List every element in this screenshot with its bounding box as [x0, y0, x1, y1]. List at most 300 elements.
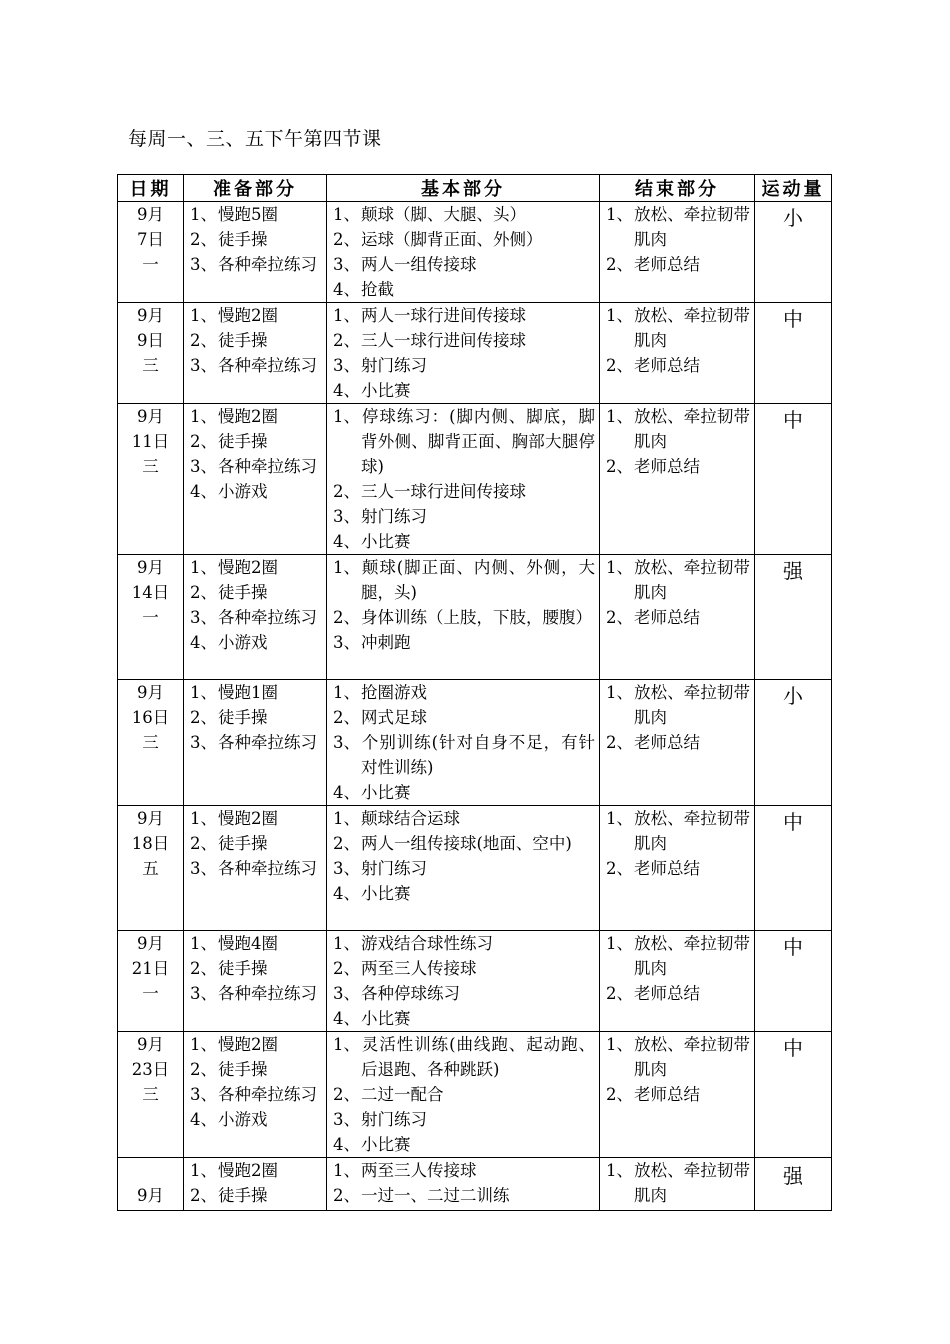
list-item [190, 303, 322, 328]
exercise-load-cell: 小 [755, 202, 832, 303]
item-number: 3、 [190, 608, 217, 627]
list-item [190, 605, 322, 630]
basic-cell [327, 680, 600, 806]
item-number: 3、 [190, 1085, 217, 1104]
item-text: 徒手操 [218, 230, 268, 249]
date-line: 9月 [137, 809, 164, 828]
table-row [118, 303, 832, 404]
item-text: 放松、牵拉韧带肌肉 [634, 683, 750, 727]
item-number: 2、 [606, 457, 633, 476]
item-number: 3、 [333, 507, 360, 526]
basic-cell [327, 931, 600, 1032]
item-number: 2、 [190, 1060, 217, 1079]
list-item [333, 555, 595, 605]
basic-cell [327, 202, 600, 303]
item-list [184, 806, 326, 881]
item-number: 4、 [333, 381, 360, 400]
list-item [606, 605, 750, 630]
item-number: 4、 [333, 1009, 360, 1028]
date-line: 18日 [131, 834, 170, 853]
item-text: 老师总结 [634, 255, 700, 274]
ending-cell [600, 404, 755, 555]
item-number: 3、 [190, 859, 217, 878]
item-text: 慢跑2圈 [218, 407, 278, 426]
date-line: 11日 [131, 432, 170, 451]
table-row [118, 1032, 832, 1158]
item-number: 2、 [190, 708, 217, 727]
item-number: 2、 [606, 984, 633, 1003]
exercise-load-cell: 强 [755, 555, 832, 680]
list-item [333, 605, 595, 630]
item-text: 徒手操 [218, 834, 268, 853]
header-date: 日期 [118, 175, 184, 202]
item-number: 2、 [333, 230, 360, 249]
exercise-load-cell: 小 [755, 680, 832, 806]
item-number: 1、 [333, 205, 360, 224]
list-item [190, 630, 322, 655]
date-line: 9月 [137, 558, 164, 577]
item-number: 1、 [190, 809, 217, 828]
item-text: 各种牵拉练习 [218, 733, 317, 752]
item-list [184, 680, 326, 755]
item-text: 小比赛 [361, 783, 411, 802]
list-item [606, 730, 750, 755]
item-number: 3、 [190, 984, 217, 1003]
date-line: 9日 [137, 331, 164, 350]
item-text: 二过一配合 [361, 1085, 444, 1104]
item-text: 慢跑2圈 [218, 1161, 278, 1180]
item-number: 1、 [190, 306, 217, 325]
date-cell [118, 931, 184, 1032]
item-number: 2、 [190, 834, 217, 853]
header-preparation: 准备部分 [184, 175, 327, 202]
item-number: 3、 [333, 633, 360, 652]
list-item [190, 353, 322, 378]
item-list [600, 1158, 754, 1208]
item-number: 1、 [606, 1035, 633, 1054]
list-item [606, 680, 750, 730]
date-line: 一 [142, 255, 159, 274]
list-item [190, 1057, 322, 1082]
item-text: 射门练习 [361, 1110, 427, 1129]
list-item [333, 404, 595, 479]
item-text: 三人一球行进间传接球 [361, 482, 526, 501]
item-number: 1、 [606, 306, 633, 325]
list-item [190, 555, 322, 580]
list-item [190, 227, 322, 252]
date-line: 21日 [131, 959, 170, 978]
item-number: 1、 [333, 407, 360, 426]
item-text: 各种牵拉练习 [218, 255, 317, 274]
table-header-row [118, 175, 832, 202]
item-text: 各种牵拉练习 [218, 356, 317, 375]
list-item [606, 1032, 750, 1082]
table-row [118, 806, 832, 931]
preparation-cell [184, 202, 327, 303]
item-text: 个别训练(针对自身不足，有针对性训练) [361, 733, 595, 777]
item-text: 小比赛 [361, 532, 411, 551]
date-line: 9月 [137, 306, 164, 325]
date-cell [118, 555, 184, 680]
training-plan-table [117, 174, 832, 1211]
list-item [190, 956, 322, 981]
date-line: 16日 [131, 708, 170, 727]
date-cell [118, 806, 184, 931]
item-text: 各种牵拉练习 [218, 859, 317, 878]
item-list [184, 1158, 326, 1208]
basic-cell [327, 555, 600, 680]
item-number: 4、 [333, 783, 360, 802]
item-text: 老师总结 [634, 608, 700, 627]
item-text: 停球练习：(脚内侧、脚底，脚背外侧、脚背正面、胸部大腿停球) [361, 407, 595, 476]
ending-cell [600, 1158, 755, 1211]
item-list [327, 806, 599, 906]
item-text: 徒手操 [218, 1186, 268, 1205]
item-number: 2、 [333, 1186, 360, 1205]
item-list [600, 202, 754, 277]
list-item [190, 1082, 322, 1107]
item-text: 各种牵拉练习 [218, 984, 317, 1003]
date-cell [118, 680, 184, 806]
list-item [190, 328, 322, 353]
item-list [327, 202, 599, 302]
item-text: 各种牵拉练习 [218, 457, 317, 476]
list-item [606, 856, 750, 881]
list-item [333, 504, 595, 529]
list-item [333, 1132, 595, 1157]
item-list [184, 1032, 326, 1132]
list-item [333, 378, 595, 403]
exercise-load-cell: 中 [755, 806, 832, 931]
item-text: 各种停球练习 [361, 984, 460, 1003]
list-item [190, 580, 322, 605]
basic-cell [327, 303, 600, 404]
item-text: 放松、牵拉韧带肌肉 [634, 558, 750, 602]
list-item [190, 1183, 322, 1208]
item-number: 3、 [333, 356, 360, 375]
list-item [190, 202, 322, 227]
basic-cell [327, 404, 600, 555]
item-text: 两人一组传接球 [361, 255, 477, 274]
date-line: 9月 [137, 1186, 164, 1205]
list-item [333, 479, 595, 504]
table-row [118, 680, 832, 806]
list-item [606, 252, 750, 277]
date-cell [118, 1032, 184, 1158]
item-text: 一过一、二过二训练 [361, 1186, 510, 1205]
date-line: 9月 [137, 934, 164, 953]
item-number: 1、 [606, 809, 633, 828]
table-row [118, 202, 832, 303]
item-number: 1、 [606, 407, 633, 426]
item-text: 射门练习 [361, 859, 427, 878]
list-item [333, 931, 595, 956]
preparation-cell [184, 555, 327, 680]
table-row [118, 931, 832, 1032]
item-number: 2、 [190, 583, 217, 602]
item-text: 游戏结合球性练习 [361, 934, 493, 953]
item-text: 徒手操 [218, 583, 268, 602]
item-number: 1、 [333, 1035, 360, 1054]
list-item [333, 529, 595, 554]
item-number: 3、 [333, 255, 360, 274]
list-item [333, 227, 595, 252]
item-list [184, 404, 326, 504]
item-number: 4、 [333, 1135, 360, 1154]
item-number: 2、 [190, 230, 217, 249]
table-row [118, 404, 832, 555]
date-line: 7日 [137, 230, 164, 249]
preparation-cell [184, 806, 327, 931]
item-text: 抢截 [361, 280, 394, 299]
item-number: 3、 [333, 1110, 360, 1129]
item-text: 小比赛 [361, 1009, 411, 1028]
list-item [606, 931, 750, 981]
item-number: 3、 [333, 859, 360, 878]
list-item [333, 1183, 595, 1208]
exercise-load-cell: 中 [755, 1032, 832, 1158]
list-item [333, 806, 595, 831]
item-number: 3、 [190, 255, 217, 274]
item-text: 两至三人传接球 [361, 959, 477, 978]
item-text: 慢跑2圈 [218, 809, 278, 828]
item-text: 放松、牵拉韧带肌肉 [634, 306, 750, 350]
list-item [333, 981, 595, 1006]
item-list [327, 680, 599, 805]
item-number: 1、 [190, 205, 217, 224]
list-item [190, 730, 322, 755]
item-text: 徒手操 [218, 1060, 268, 1079]
item-number: 1、 [190, 558, 217, 577]
item-text: 徒手操 [218, 959, 268, 978]
item-list [600, 680, 754, 755]
item-text: 慢跑2圈 [218, 558, 278, 577]
date-line: 23日 [131, 1060, 170, 1079]
item-number: 4、 [190, 1110, 217, 1129]
list-item [606, 1158, 750, 1208]
item-number: 2、 [190, 1186, 217, 1205]
list-item [333, 1107, 595, 1132]
item-number: 2、 [333, 959, 360, 978]
list-item [190, 479, 322, 504]
list-item [333, 1082, 595, 1107]
item-number: 2、 [333, 608, 360, 627]
item-text: 小比赛 [361, 1135, 411, 1154]
date-line: 9月 [137, 205, 164, 224]
list-item [333, 705, 595, 730]
date-line: 三 [142, 457, 159, 476]
list-item [606, 981, 750, 1006]
item-number: 1、 [190, 934, 217, 953]
list-item [606, 404, 750, 454]
basic-cell [327, 806, 600, 931]
list-item [333, 1006, 595, 1031]
item-text: 冲刺跑 [361, 633, 411, 652]
list-item [190, 856, 322, 881]
list-item [333, 328, 595, 353]
item-text: 颠球结合运球 [361, 809, 460, 828]
item-list [600, 555, 754, 630]
list-item [606, 806, 750, 856]
item-number: 2、 [606, 255, 633, 274]
item-list [600, 806, 754, 881]
item-text: 抢圈游戏 [361, 683, 427, 702]
item-number: 4、 [190, 482, 217, 501]
list-item [190, 252, 322, 277]
list-item [333, 252, 595, 277]
item-number: 2、 [333, 331, 360, 350]
item-text: 射门练习 [361, 356, 427, 375]
ending-cell [600, 806, 755, 931]
item-text: 射门练习 [361, 507, 427, 526]
list-item [333, 680, 595, 705]
item-number: 1、 [190, 1161, 217, 1180]
item-number: 3、 [190, 733, 217, 752]
item-number: 1、 [190, 683, 217, 702]
item-text: 小游戏 [218, 482, 268, 501]
list-item [333, 780, 595, 805]
item-text: 灵活性训练(曲线跑、起动跑、后退跑、各种跳跃) [361, 1035, 595, 1079]
date-line: 三 [142, 356, 159, 375]
item-list [600, 404, 754, 479]
item-text: 颠球（脚、大腿、头） [361, 205, 526, 224]
item-number: 1、 [333, 934, 360, 953]
list-item [333, 881, 595, 906]
date-line: 五 [142, 859, 159, 878]
item-number: 3、 [190, 356, 217, 375]
item-number: 2、 [333, 482, 360, 501]
date-line: 9月 [137, 683, 164, 702]
list-item [606, 303, 750, 353]
item-number: 1、 [333, 558, 360, 577]
preparation-cell [184, 680, 327, 806]
list-item [190, 429, 322, 454]
item-number: 4、 [333, 884, 360, 903]
item-text: 放松、牵拉韧带肌肉 [634, 407, 750, 451]
date-cell [118, 202, 184, 303]
item-number: 1、 [333, 809, 360, 828]
item-text: 慢跑1圈 [218, 683, 278, 702]
item-list [600, 931, 754, 1006]
header-exercise-load: 运动量 [755, 175, 832, 202]
date-line: 9月 [137, 407, 164, 426]
ending-cell [600, 680, 755, 806]
date-cell [118, 303, 184, 404]
item-text: 放松、牵拉韧带肌肉 [634, 809, 750, 853]
table-row [118, 1158, 832, 1211]
item-text: 身体训练（上肢，下肢，腰腹） [361, 608, 592, 627]
item-number: 3、 [333, 733, 360, 752]
item-list [327, 404, 599, 554]
item-list [600, 303, 754, 378]
item-number: 1、 [333, 683, 360, 702]
item-text: 颠球(脚正面、内侧、外侧，大腿，头) [361, 558, 595, 602]
list-item [606, 1082, 750, 1107]
preparation-cell [184, 1032, 327, 1158]
date-line: 三 [142, 1085, 159, 1104]
item-text: 运球（脚背正面、外侧） [361, 230, 543, 249]
date-line: 一 [142, 608, 159, 627]
list-item [333, 1032, 595, 1082]
item-list [600, 1032, 754, 1107]
list-item [190, 1107, 322, 1132]
item-text: 小比赛 [361, 381, 411, 400]
item-text: 慢跑2圈 [218, 1035, 278, 1054]
item-number: 1、 [333, 1161, 360, 1180]
item-number: 1、 [333, 306, 360, 325]
date-cell [118, 404, 184, 555]
exercise-load-cell: 强 [755, 1158, 832, 1211]
exercise-load-cell: 中 [755, 404, 832, 555]
item-number: 2、 [190, 331, 217, 350]
ending-cell [600, 555, 755, 680]
item-list [327, 931, 599, 1031]
item-list [327, 303, 599, 403]
item-number: 1、 [606, 934, 633, 953]
item-text: 两人一组传接球(地面、空中) [361, 834, 572, 853]
item-text: 老师总结 [634, 457, 700, 476]
item-text: 老师总结 [634, 984, 700, 1003]
item-list [327, 1032, 599, 1157]
item-text: 老师总结 [634, 1085, 700, 1104]
item-text: 三人一球行进间传接球 [361, 331, 526, 350]
preparation-cell [184, 1158, 327, 1211]
preparation-cell [184, 303, 327, 404]
item-text: 徒手操 [218, 331, 268, 350]
item-list [184, 303, 326, 378]
item-text: 小比赛 [361, 884, 411, 903]
item-text: 两人一球行进间传接球 [361, 306, 526, 325]
item-text: 放松、牵拉韧带肌肉 [634, 205, 750, 249]
page-title: 每周一、三、五下午第四节课 [128, 128, 382, 150]
item-number: 4、 [333, 280, 360, 299]
item-number: 1、 [190, 1035, 217, 1054]
item-text: 慢跑4圈 [218, 934, 278, 953]
item-number: 1、 [606, 205, 633, 224]
item-number: 2、 [333, 834, 360, 853]
date-line: 9月 [137, 1035, 164, 1054]
date-line: 一 [142, 984, 159, 1003]
basic-cell [327, 1032, 600, 1158]
item-text: 各种牵拉练习 [218, 1085, 317, 1104]
list-item [190, 705, 322, 730]
preparation-cell [184, 931, 327, 1032]
item-list [184, 202, 326, 277]
preparation-cell [184, 404, 327, 555]
item-number: 3、 [190, 457, 217, 476]
item-text: 慢跑5圈 [218, 205, 278, 224]
list-item [190, 1158, 322, 1183]
item-number: 2、 [606, 1085, 633, 1104]
list-item [333, 303, 595, 328]
header-ending: 结束部分 [600, 175, 755, 202]
exercise-load-cell: 中 [755, 303, 832, 404]
list-item [606, 555, 750, 605]
item-list [184, 555, 326, 655]
ending-cell [600, 931, 755, 1032]
list-item [333, 277, 595, 302]
item-text: 两至三人传接球 [361, 1161, 477, 1180]
item-text: 放松、牵拉韧带肌肉 [634, 1035, 750, 1079]
item-number: 2、 [190, 432, 217, 451]
table-row [118, 555, 832, 680]
item-text: 放松、牵拉韧带肌肉 [634, 934, 750, 978]
date-cell [118, 1158, 184, 1211]
item-number: 1、 [606, 558, 633, 577]
list-item [190, 1032, 322, 1057]
item-number: 1、 [190, 407, 217, 426]
list-item [606, 454, 750, 479]
